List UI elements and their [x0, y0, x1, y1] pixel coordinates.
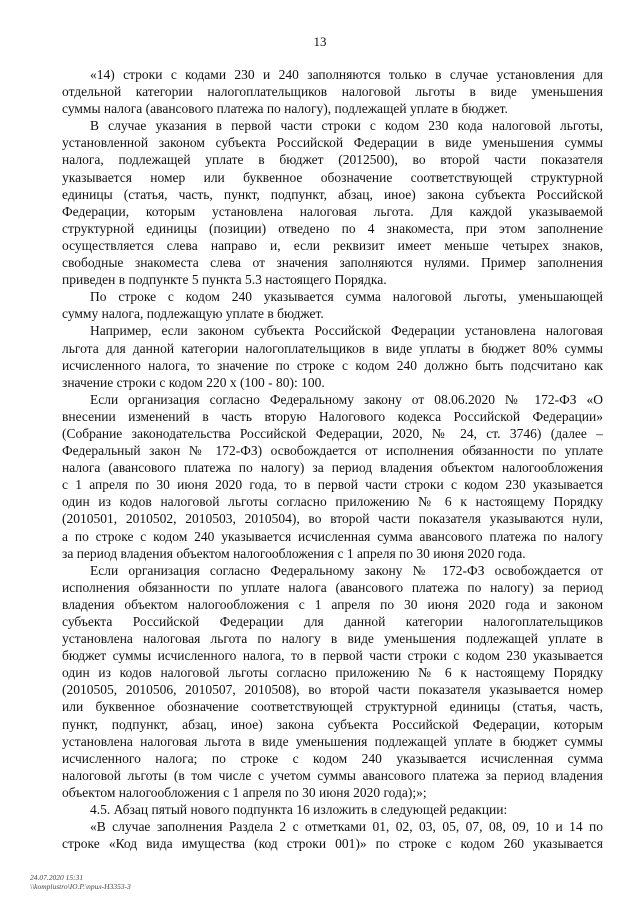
text-line: строке «Код вида имущества (код строки 001)» по строке с кодом 260 указывается	[62, 836, 603, 852]
text-line: а по строке с кодом 240 указывается исчисленная сумма авансового платежа по налогу	[62, 528, 603, 544]
text-line: один из кодов налоговой льготы согласно приложению № 6 к настоящему Порядку	[62, 494, 603, 510]
document-body	[62, 66, 603, 852]
footer-meta	[30, 873, 131, 891]
text-line: Например, если законом субъекта Российской Федерации установлена налоговая	[90, 323, 603, 339]
text-line: налога, подлежащей уплате в бюджет (2012500), во второй части показателя	[62, 152, 603, 168]
text-line: Федеральный закон № 172-ФЗ) освобождается от исполнения обязанности по уплате	[62, 443, 603, 459]
text-line: «В случае заполнения Раздела 2 с отметками 01, 02, 03, 05, 07, 08, 09, 10 и 14 по	[90, 819, 603, 835]
text-line: Если организация согласно Федеральному закону от 08.06.2020 № 172-ФЗ «О	[90, 391, 603, 407]
text-line: налоговой льготы (в том числе с учетом суммы авансового платежа за период владения	[62, 767, 603, 783]
text-line: за период владения объектом налогообложения с 1 апреля по 30 июня 2020 года.	[62, 545, 526, 561]
text-line: В случае указания в первой части строки с кодом 230 кода налоговой льготы,	[90, 118, 603, 134]
text-line: исполнения обязанности по уплате налога (авансового платежа по налогу) за период	[62, 579, 603, 595]
text-line: с 1 апреля по 30 июня 2020 года, то в первой части строки с кодом 230 указывается	[62, 477, 603, 493]
text-line: сумму налога, подлежащую уплате в бюджет.	[62, 306, 324, 322]
text-line: «14) строки с кодами 230 и 240 заполняются только в случае установления для	[90, 67, 603, 82]
text-line: объектом налогообложения с 1 апреля по 30 июня 2020 года);»;	[62, 784, 427, 800]
page-number: 13	[313, 34, 327, 49]
text-line: указывается номер или буквенное обозначение соответствующей структурной	[62, 169, 603, 185]
text-line: исчисленного налога, то значение по строке с кодом 240 должно быть подсчитано как	[62, 357, 603, 373]
text-line: налога (авансового платежа по налогу) за период владения объектом налогообложения	[62, 460, 603, 476]
text-line: свободные знакоместа слева от значения заполняются нулями. Пример заполнения	[62, 255, 603, 271]
text-line: установленной законом субъекта Российской Федерации в виде уменьшения суммы	[62, 135, 603, 151]
text-line: 4.5. Абзац пятый нового подпункта 16 изложить в следующей редакции:	[90, 802, 508, 818]
text-line: (2010505, 2010506, 2010507, 2010508), во второй части показателя указывается номер	[62, 682, 603, 698]
text-line: пункт, подпункт, абзац, иное) закона субъекта Российской Федерации, которым	[62, 716, 603, 732]
text-line: структурной единицы (позиции) отведено по 4 знакоместа, при этом заполнение	[62, 220, 603, 236]
text-line: льгота для данной категории налогоплательщиков в виде уплаты в бюджет 80% суммы	[62, 340, 603, 356]
text-line: бюджет суммы исчисленного налога, то в первой части строки с кодом 230 указывается	[62, 648, 603, 664]
text-line: суммы налога (авансового платежа по налогу), подлежащей уплате в бюджет.	[62, 101, 508, 117]
text-line: (Собрание законодательства Российской Федерации, 2020, № 24, ст. 3746) (далее –	[62, 425, 603, 441]
text-line: Федерации, которым установлена налоговая льгота. Для каждой указываемой	[62, 203, 603, 219]
text-line: установлена налоговая льгота в виде уменьшения подлежащей уплате в бюджет суммы	[62, 733, 603, 749]
text-line: Если организация согласно Федеральному закону № 172-ФЗ освобождается от	[90, 562, 603, 578]
text-line: внесении изменений в часть вторую Налогового кодекса Российской Федерации»	[62, 408, 603, 424]
text-line: исчисленного налога; по строке с кодом 240 указывается исчисленная сумма	[62, 750, 603, 766]
text-line: отдельной категории налогоплательщиков налоговой льготы в виде уменьшения	[62, 84, 603, 100]
text-line: или буквенное обозначение соответствующей структурной единицы (статья, часть,	[62, 699, 603, 715]
text-line: По строке с кодом 240 указывается сумма налоговой льготы, уменьшающей	[90, 289, 603, 305]
text-line: установлена налоговая льгота по налогу в виде уменьшения подлежащей уплате в	[62, 631, 603, 647]
text-line: (2010501, 2010502, 2010503, 2010504), во второй части показателя указываются нули,	[62, 511, 603, 527]
footer-timestamp: 24.07.2020 15:31	[30, 873, 84, 882]
text-line: значение строки с кодом 220 х (100 - 80): 100.	[62, 374, 325, 390]
footer-file-path: \\komplustro\Ю.Р.\прил-Н3353-3	[30, 882, 131, 891]
text-line: приведен в подпункте 5 пункта 5.3 настоящего Порядка.	[62, 272, 387, 288]
text-line: субъекта Российской Федерации для данной категории налогоплательщиков	[62, 614, 603, 629]
text-line: владения объектом налогообложения с 1 апреля по 30 июня 2020 года и законом	[62, 596, 603, 612]
text-line: один из кодов налоговой льготы согласно приложению № 6 к настоящему Порядку	[62, 665, 603, 681]
text-line: единицы (статья, часть, пункт, подпункт, абзац, иное) закона субъекта Российской	[62, 186, 603, 202]
text-line: осуществляется слева направо и, если реквизит имеет меньше четырех знаков,	[62, 237, 603, 253]
